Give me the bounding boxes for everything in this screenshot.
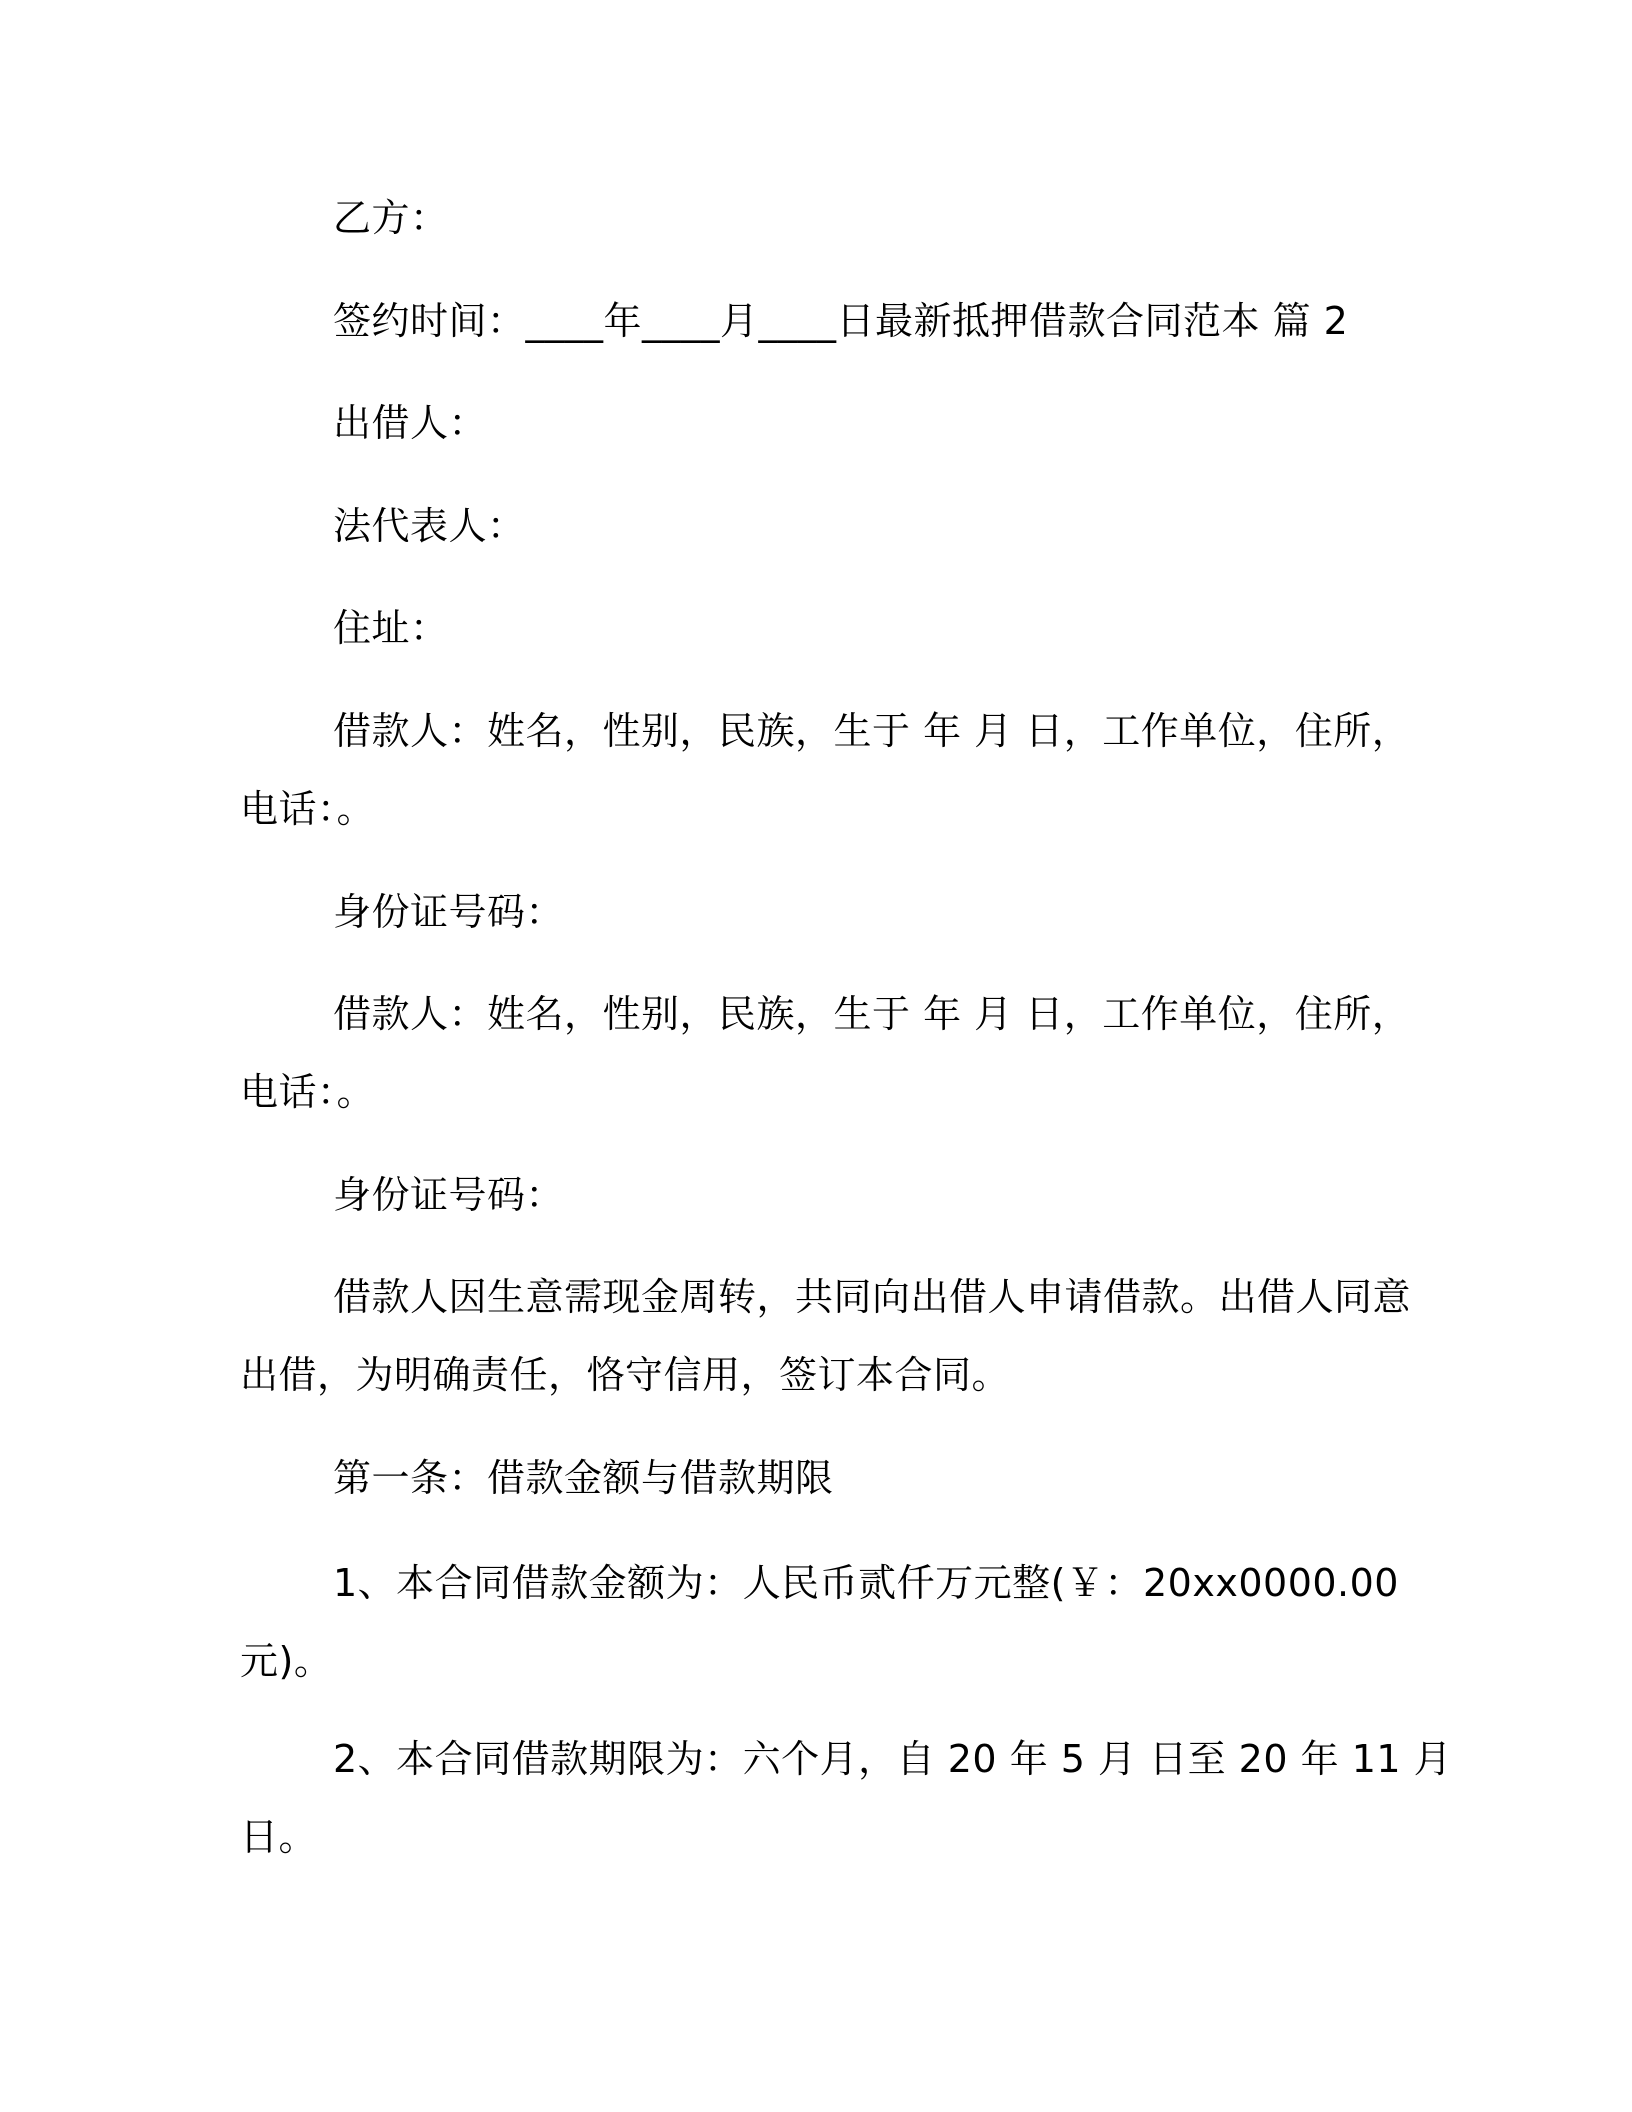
lender-label: 出借人： [333,401,488,445]
borrower-1-info: 借款人：姓名，性别，民族，生于 年 月 日，工作单位，住所， [333,709,1411,753]
clause-2-line-2: 日。 [240,1815,318,1859]
clause-1-line-2: 元)。 [240,1639,333,1683]
purpose-paragraph-line-1: 借款人因生意需现金周转，共同向出借人申请借款。出借人同意 [333,1275,1412,1319]
borrower-1-id-label: 身份证号码： [333,890,565,934]
borrower-2-phone: 电话：。 [240,1070,376,1114]
clause-2-line-1: 2、本合同借款期限为：六个月，自 20 年 5 月 日至 20 年 11 月 [333,1737,1453,1781]
article-1-heading: 第一条：借款金额与借款期限 [333,1456,834,1500]
borrower-2-info: 借款人：姓名，性别，民族，生于 年 月 日，工作单位，住所， [333,992,1411,1036]
borrower-1-phone: 电话：。 [240,787,376,831]
legal-representative-label: 法代表人： [333,504,526,548]
borrower-2-id-label: 身份证号码： [333,1173,565,1217]
clause-1-line-1: 1、本合同借款金额为：人民币贰仟万元整(￥：20xx0000.00 [333,1561,1399,1605]
purpose-paragraph-line-2: 出借，为明确责任，恪守信用，签订本合同。 [240,1353,1011,1397]
signing-date-line: 签约时间：____年____月____日最新抵押借款合同范本 篇 2 [333,299,1349,343]
address-label: 住址： [333,606,449,650]
party-b-label: 乙方： [333,196,449,240]
